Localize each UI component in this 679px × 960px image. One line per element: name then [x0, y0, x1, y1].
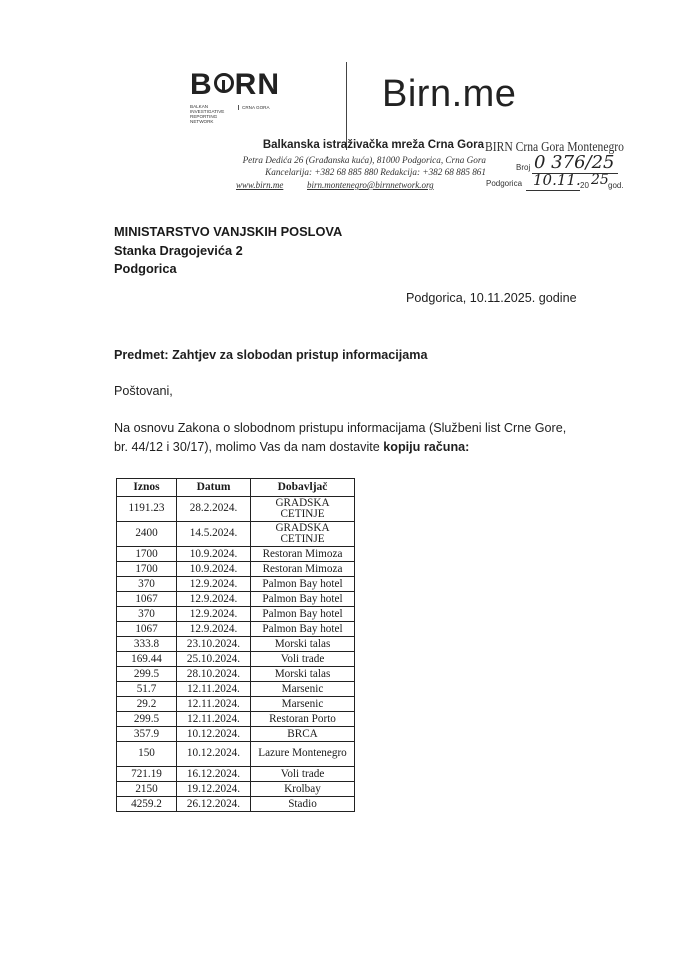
- table-row: [117, 697, 355, 712]
- cell-amount: 4259.2: [117, 797, 177, 812]
- brand-name: Birn.me: [382, 73, 517, 115]
- letter-body-emphasis: kopiju računa:: [383, 440, 470, 454]
- cell-date: 12.11.2024.: [177, 712, 251, 727]
- cell-amount: 299.5: [117, 667, 177, 682]
- table-row: [117, 767, 355, 782]
- stamp-date-line: [526, 190, 580, 191]
- cell-amount: 2150: [117, 782, 177, 797]
- cell-supplier: Krolbay: [251, 782, 355, 797]
- cell-supplier: Morski talas: [251, 637, 355, 652]
- cell-date: 12.11.2024.: [177, 682, 251, 697]
- table-row: [117, 607, 355, 622]
- cell-date: 16.12.2024.: [177, 767, 251, 782]
- cell-supplier: Palmon Bay hotel: [251, 607, 355, 622]
- stamp-broj-label: Broj: [516, 163, 531, 172]
- cell-amount: 1700: [117, 562, 177, 577]
- letterhead-divider: [346, 62, 347, 150]
- cell-supplier: Voli trade: [251, 767, 355, 782]
- cell-amount: 1191.23: [117, 497, 177, 522]
- logo-wordmark: B RN: [190, 68, 281, 101]
- table-row: [117, 667, 355, 682]
- table-row: [117, 622, 355, 637]
- cell-date: 10.9.2024.: [177, 547, 251, 562]
- table-row: [117, 522, 355, 547]
- table-row: [117, 782, 355, 797]
- cell-supplier: Restoran Porto: [251, 712, 355, 727]
- stamp-god-label: god.: [608, 181, 624, 190]
- cell-date: 10.12.2024.: [177, 727, 251, 742]
- table-row: [117, 797, 355, 812]
- cell-supplier: Voli trade: [251, 652, 355, 667]
- cell-amount: 1067: [117, 592, 177, 607]
- table-row: [117, 712, 355, 727]
- table-row: [117, 682, 355, 697]
- cell-date: 28.2.2024.: [177, 497, 251, 522]
- stamp-year-prefix: 20: [580, 181, 589, 190]
- cell-supplier: Morski talas: [251, 667, 355, 682]
- org-name: Balkanska istraživačka mreža Crna Gora: [262, 139, 484, 151]
- cell-supplier: GRADSKA CETINJE: [251, 522, 355, 547]
- stamp-place-label: Podgorica: [486, 179, 523, 188]
- cell-amount: 51.7: [117, 682, 177, 697]
- letter-subject: Predmet: Zahtjev za slobodan pristup informacijama: [114, 348, 428, 362]
- stamp-year-value: 25: [591, 172, 609, 188]
- cell-supplier: Palmon Bay hotel: [251, 622, 355, 637]
- table-header-row: [117, 479, 355, 497]
- cell-date: 12.9.2024.: [177, 607, 251, 622]
- letter-date: Podgorica, 10.11.2025. godine: [406, 291, 577, 305]
- cell-amount: 1700: [117, 547, 177, 562]
- column-header-supplier: Dobavljač: [251, 479, 355, 497]
- cell-supplier: Palmon Bay hotel: [251, 592, 355, 607]
- cell-date: 25.10.2024.: [177, 652, 251, 667]
- recipient-city: Podgorica: [114, 261, 177, 276]
- letter-body-line2: br. 44/12 i 30/17), molimo Vas da nam dostavite kopiju računa:: [114, 440, 470, 454]
- cell-amount: 370: [117, 577, 177, 592]
- cell-supplier: BRCA: [251, 727, 355, 742]
- cell-supplier: GRADSKA CETINJE: [251, 497, 355, 522]
- cell-amount: 333.8: [117, 637, 177, 652]
- cell-date: 26.12.2024.: [177, 797, 251, 812]
- cell-supplier: Palmon Bay hotel: [251, 577, 355, 592]
- cell-supplier: Restoran Mimoza: [251, 547, 355, 562]
- recipient-street: Stanka Dragojevića 2: [114, 243, 243, 258]
- cell-date: 14.5.2024.: [177, 522, 251, 547]
- column-header-amount: Iznos: [117, 479, 177, 497]
- org-email-link[interactable]: birn.montenegro@birnnetwork.org: [307, 180, 434, 190]
- birn-logo: [190, 68, 340, 130]
- cell-date: 12.11.2024.: [177, 697, 251, 712]
- logo-country: CRNA GORA: [238, 105, 270, 110]
- table-row: [117, 547, 355, 562]
- logo-magnifier-icon: [214, 73, 234, 93]
- org-website-link[interactable]: www.birn.me: [236, 180, 284, 190]
- cell-date: 12.9.2024.: [177, 592, 251, 607]
- stamp-broj-value: 0 376/25: [534, 152, 615, 173]
- cell-amount: 357.9: [117, 727, 177, 742]
- cell-supplier: Marsenic: [251, 697, 355, 712]
- table-row: [117, 497, 355, 522]
- table-row: [117, 727, 355, 742]
- org-address: Petra Dedića 26 (Građanska kuća), 81000 Podgorica, Crna Gora: [242, 155, 486, 165]
- invoice-table: [116, 478, 355, 812]
- cell-date: 10.9.2024.: [177, 562, 251, 577]
- cell-date: 28.10.2024.: [177, 667, 251, 682]
- cell-date: 12.9.2024.: [177, 622, 251, 637]
- cell-amount: 299.5: [117, 712, 177, 727]
- stamp-title: BIRN Crna Gora Montenegro: [485, 139, 624, 154]
- cell-amount: 150: [117, 742, 177, 767]
- cell-date: 10.12.2024.: [177, 742, 251, 767]
- cell-supplier: Stadio: [251, 797, 355, 812]
- logo-subtitle: BALKAN INVESTIGATIVE REPORTING NETWORK: [190, 104, 225, 124]
- cell-amount: 1067: [117, 622, 177, 637]
- table-row: [117, 562, 355, 577]
- cell-date: 12.9.2024.: [177, 577, 251, 592]
- table-row: [117, 592, 355, 607]
- cell-date: 23.10.2024.: [177, 637, 251, 652]
- org-phones: Kancelarija: +382 68 885 880 Redakcija: +382 68 885 861: [265, 167, 486, 177]
- letter-greeting: Poštovani,: [114, 384, 173, 398]
- cell-amount: 169.44: [117, 652, 177, 667]
- cell-amount: 2400: [117, 522, 177, 547]
- cell-amount: 370: [117, 607, 177, 622]
- table-row: [117, 637, 355, 652]
- cell-amount: 29.2: [117, 697, 177, 712]
- table-row: [117, 652, 355, 667]
- cell-amount: 721.19: [117, 767, 177, 782]
- column-header-date: Datum: [177, 479, 251, 497]
- cell-supplier: Restoran Mimoza: [251, 562, 355, 577]
- letter-body-line1: Na osnovu Zakona o slobodnom pristupu informacijama (Službeni list Crne Gore,: [114, 421, 567, 435]
- recipient-name: MINISTARSTVO VANJSKIH POSLOVA: [114, 224, 343, 239]
- table-row: [117, 577, 355, 592]
- cell-supplier: Lazure Montenegro: [251, 742, 355, 767]
- cell-supplier: Marsenic: [251, 682, 355, 697]
- cell-date: 19.12.2024.: [177, 782, 251, 797]
- table-row: [117, 742, 355, 767]
- stamp-date-value: 10.11.: [533, 171, 581, 189]
